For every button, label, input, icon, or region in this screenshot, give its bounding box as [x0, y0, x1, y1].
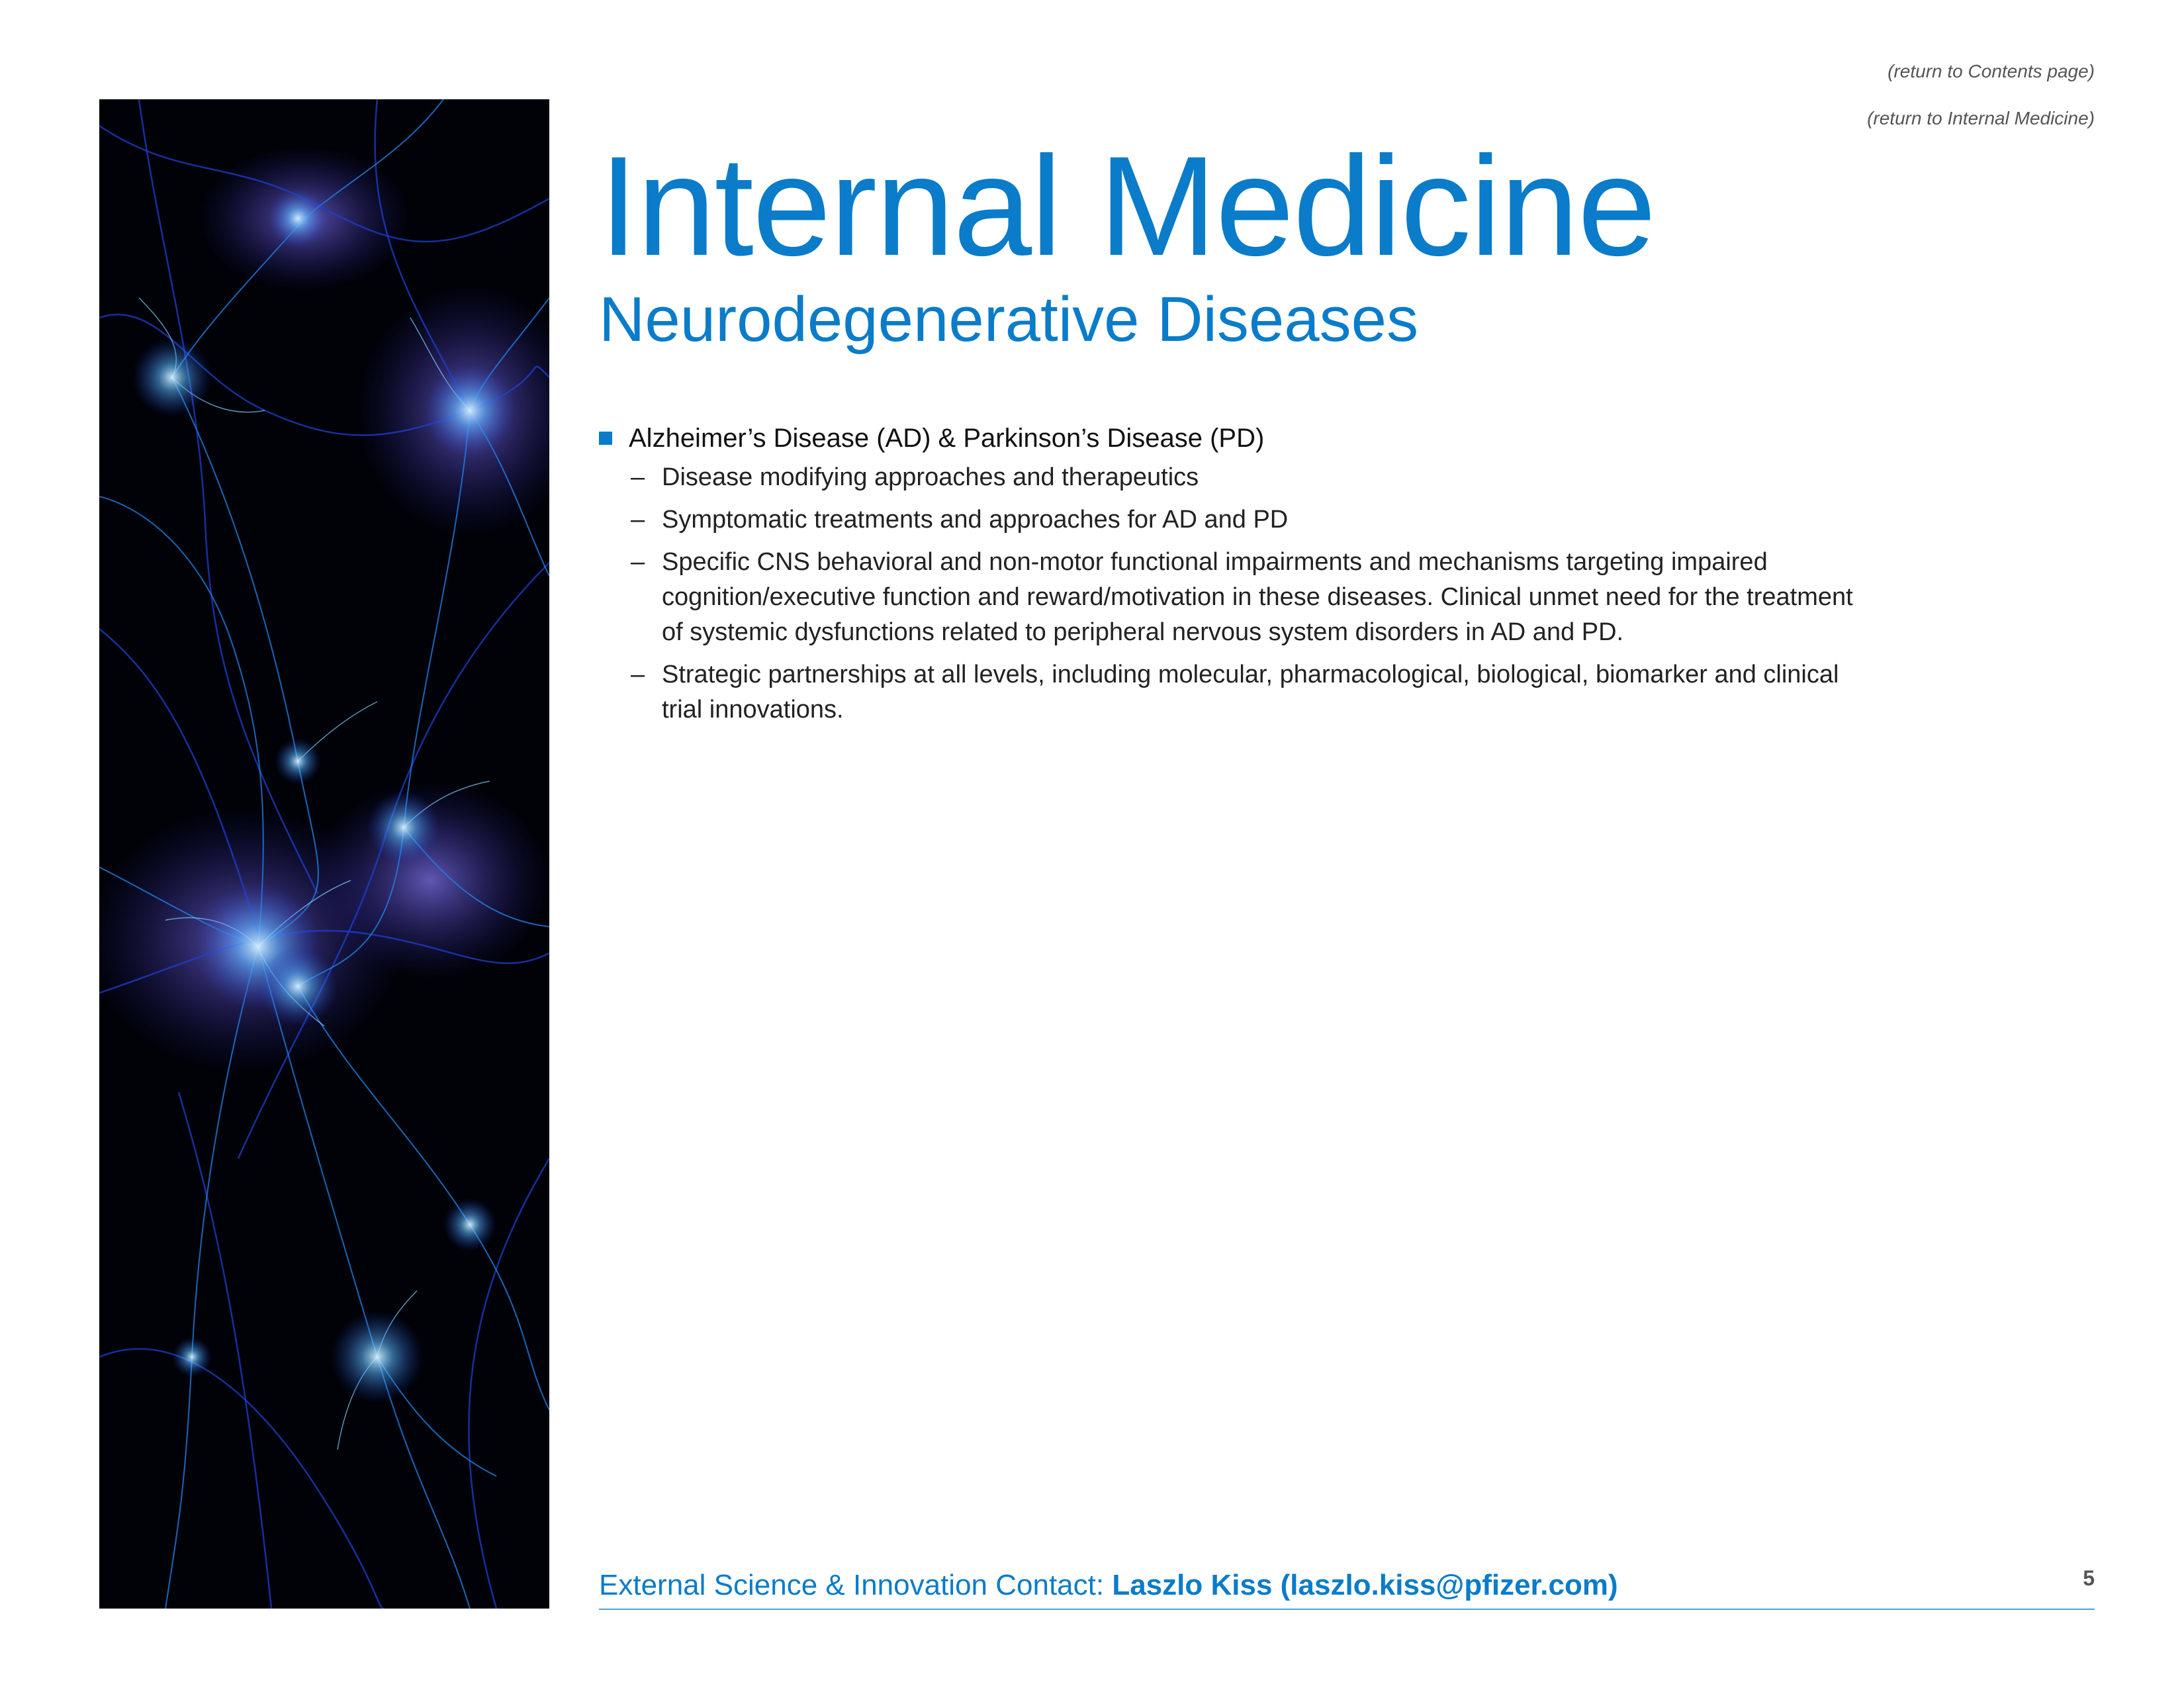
neuron-network-image: [99, 99, 549, 1609]
contact-label: External Science & Innovation Contact:: [599, 1569, 1113, 1601]
list-item: [599, 502, 1856, 538]
topic-bullet: [599, 420, 1856, 456]
dash-bullet: –: [631, 548, 645, 576]
dash-bullet: –: [631, 506, 645, 534]
footer-contact: [599, 1569, 1618, 1602]
neuron-network-illustration: [99, 99, 549, 1609]
footer: [599, 1562, 2095, 1610]
page-title: Internal Medicine: [599, 127, 1655, 285]
list-item: [599, 545, 1856, 650]
list-item-text: Strategic partnerships at all levels, including molecular, pharmacological, biological, biomarker and clinical trial innovations.: [662, 661, 1839, 724]
dash-bullet: –: [631, 661, 645, 688]
list-item: [599, 657, 1856, 727]
contact-email-link[interactable]: Laszlo Kiss (laszlo.kiss@pfizer.com): [1112, 1569, 1618, 1601]
page-number: 5: [2083, 1566, 2095, 1590]
list-item-text: Specific CNS behavioral and non-motor functional impairments and mechanisms targeting impaired cognition/executive function and reward/motivation in these diseases. Clinical unmet need for the treatment of systemic dysfunctions related to peripheral nervous system disorders in AD and PD.: [662, 548, 1853, 646]
topic-heading: Alzheimer’s Disease (AD) & Parkinson’s Disease (PD): [629, 424, 1265, 453]
list-item-text: Symptomatic treatments and approaches for AD and PD: [662, 506, 1289, 534]
return-to-contents-link[interactable]: (return to Contents page): [1888, 61, 2095, 81]
content-section: [599, 420, 1856, 735]
square-bullet-icon: [599, 432, 612, 445]
page-subtitle: Neurodegenerative Diseases: [599, 284, 1419, 355]
dash-bullet: –: [631, 463, 645, 491]
list-item: [599, 460, 1856, 495]
list-item-text: Disease modifying approaches and therapeutics: [662, 463, 1199, 491]
sub-list: [599, 460, 1856, 727]
return-to-internal-medicine-link[interactable]: (return to Internal Medicine): [1867, 108, 2095, 128]
